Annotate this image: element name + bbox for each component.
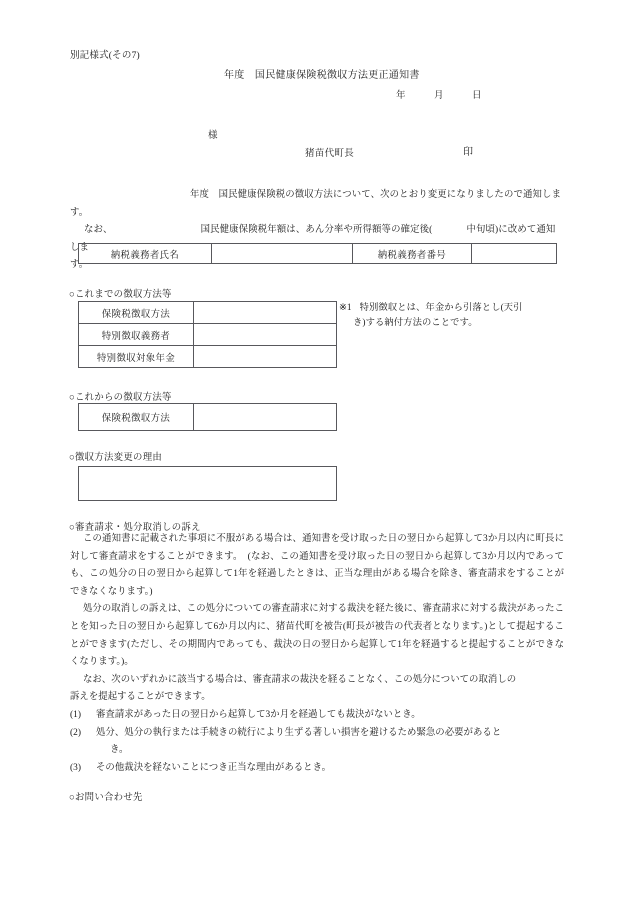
issue-date-line: 年 月 日 [396,91,482,101]
appeal-body-text [70,531,564,707]
list-item-1-number: (2) [70,727,82,738]
reason-textbox[interactable] [78,466,337,501]
list-item-2-text: その他裁決を経ないことにつき正当な理由があるとき。 [96,762,332,773]
appeal-paragraph-1: この通知書に記載された事項に不服がある場合は、通知書を受け取った日の翌日から起算して3か月以内に町長に対して審査請求をすることができます。 (なお、この通知書を受け取った日の翌日から起算して3か月以内であっても、この処分の日の翌日から起算して1年を経過したときは、正当な理由がある場合を除き、審査請求をすることができなくなります。) [70,534,564,597]
intro-line-2-c: 中旬頃)に改めて通知しま [70,225,556,253]
taxpayer-number-value[interactable] [472,244,557,264]
section-heading-previous: ○これまでの徴収方法等 [69,290,172,300]
list-item [70,707,564,725]
table-row [79,324,337,346]
table-row [79,302,337,324]
previous-row-0-value[interactable] [194,302,337,324]
list-item-0-text: 審査請求があった日の翌日から起算して3か月を経過しても裁決がないとき。 [96,710,421,720]
intro-line-3: す。 [70,260,89,270]
footnote-special-collection [339,301,551,330]
list-item [70,725,564,743]
footnote-mark: ※1 [339,303,352,313]
intro-line-2-b: 国民健康保険税年額は、あん分率や所得額等の確定後( [200,225,433,235]
issuer-name: 猪苗代町長 [305,149,355,159]
section-heading-contact: ○お問い合わせ先 [69,793,143,803]
list-item-1-text: 処分、処分の執行または手続きの続行により生ずる著しい損害を避けるため緊急の必要があると [96,727,502,738]
intro-line-2-a: なお、 [84,225,113,235]
previous-row-1-label: 特別徴収義務者 [79,324,194,346]
previous-row-1-value[interactable] [194,324,337,346]
taxpayer-name-value[interactable] [212,244,353,264]
table-row [79,244,557,264]
intro-line-1: 年度 国民健康保険税の徴収方法について、次のとおり変更になりましたので通知します。 [70,190,562,218]
list-item-2-number: (3) [70,762,82,773]
next-row-0-label: 保険税徴収方法 [79,404,194,431]
list-item-1-continuation: き。 [110,745,129,756]
section-heading-next: ○これからの徴収方法等 [69,393,172,403]
appeal-paragraph-4: 訴えを提起することができます。 [70,692,211,703]
next-method-table [78,403,337,431]
list-item-0-number: (1) [70,710,82,720]
seal-icon: 印 [463,147,473,158]
footnote-line-2: き)する納付方法のことです。 [353,317,478,328]
section-heading-reason: ○徴収方法変更の理由 [69,453,163,463]
appeal-exception-list [70,707,564,777]
table-row [79,404,337,431]
appeal-paragraph-2: 処分の取消しの訴えは、この処分についての審査請求に対する裁決を経た後に、審査請求に対する裁決があったことを知った日の翌日から起算して6か月以内に、猪苗代町を被告(町長が被告の代表者となります。)として提起することができます(ただし、その期間内であっても、裁決の日の翌日から起算して1年を経過すると提起することができなくなります。)。 [70,604,564,668]
previous-row-2-value[interactable] [194,346,337,368]
next-row-0-value[interactable] [194,404,337,431]
taxpayer-name-label: 納税義務者氏名 [79,244,212,264]
previous-method-table [78,301,337,368]
list-item [70,760,564,778]
previous-row-0-label: 保険税徴収方法 [79,302,194,324]
document-title: 年度 国民健康保険税徴収方法更正通知書 [224,70,420,81]
section-heading-appeal: ○審査請求・処分取消しの訴え [69,523,201,533]
footnote-line-1 [339,301,551,316]
taxpayer-number-label: 納税義務者番号 [353,244,472,264]
form-number: 別記様式(その7) [70,51,140,61]
previous-row-2-label: 特別徴収対象年金 [79,346,194,368]
appeal-paragraph-3: なお、次のいずれかに該当する場合は、審査請求の裁決を経ることなく、この処分についての取消しの [83,674,517,685]
taxpayer-table [78,243,557,264]
table-row [79,346,337,368]
footnote-text-1: 特別徴収とは、年金から引落とし(天引 [359,303,523,313]
addressee-honorific: 様 [208,131,218,141]
